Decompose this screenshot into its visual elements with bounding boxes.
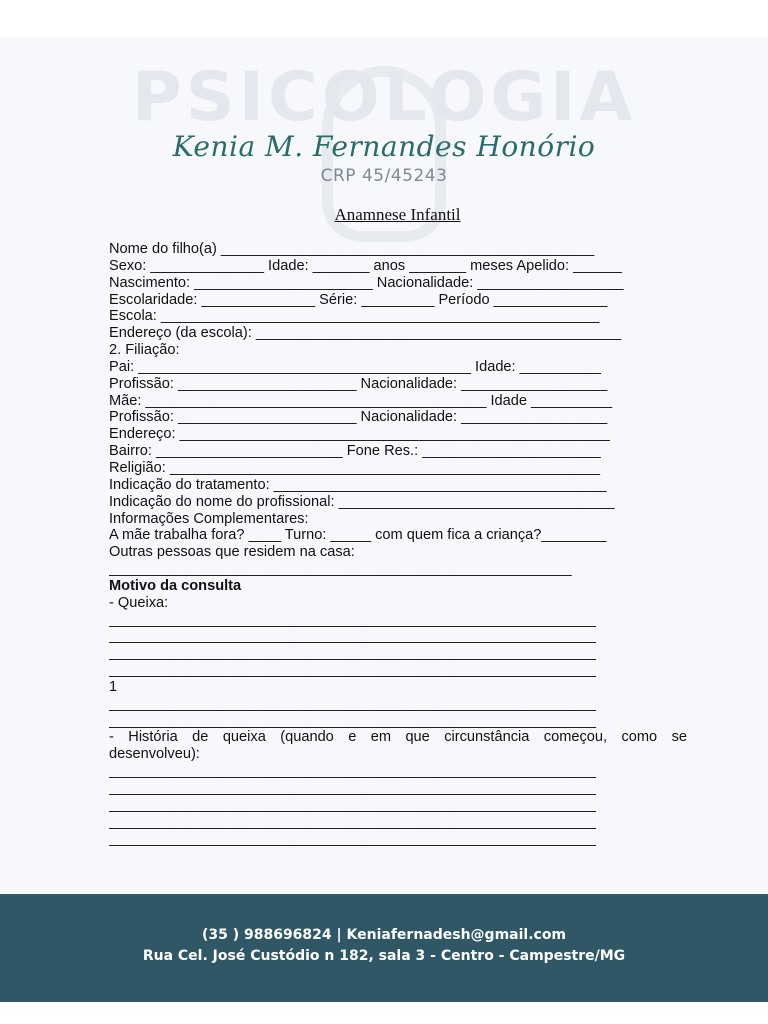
historia-blank-line: ____________________________________________________________: [109, 780, 596, 796]
queixa-label: - Queixa:: [109, 594, 169, 611]
form-line: Indicação do nome do profissional: __________________________________: [109, 493, 615, 510]
form-line: Sexo: ______________ Idade: _______ anos _______ meses Apelido: ______: [109, 257, 622, 274]
form-line: Nascimento: ______________________ Nacionalidade: __________________: [109, 274, 624, 291]
page-number: 1: [109, 678, 118, 695]
watermark-text: PSICOLOGIA: [131, 58, 637, 137]
form-line: Profissão: ______________________ Nacionalidade: __________________: [109, 375, 608, 392]
queixa-blank-line: ____________________________________________________________: [109, 628, 596, 645]
form-line: Escola: ______________________________________________________: [109, 308, 600, 325]
historia-blank-line: ____________________________________________________________: [109, 763, 596, 780]
queixa-blank-line: ____________________________________________________________: [109, 695, 596, 712]
form-line: Endereço: _____________________________________________________: [109, 426, 610, 443]
historia-label: - História de queixa (quando e em que circunstância começou, como se: [109, 729, 687, 746]
historia-blank-line: ____________________________________________________________: [109, 813, 596, 830]
psychologist-name: Kenia M. Fernandes Honório: [172, 130, 596, 163]
form-line: Mãe: __________________________________________ Idade __________: [109, 392, 613, 409]
crp-registration: CRP 45/45243: [320, 166, 448, 186]
motivo-heading: Motivo da consulta: [109, 577, 242, 594]
queixa-blank-line: ____________________________________________________________: [109, 662, 596, 679]
historia-blank-line: ____________________________________________________________: [109, 830, 596, 847]
form-line: 2. Filiação:: [109, 342, 180, 359]
form-line: Profissão: ______________________ Nacionalidade: __________________: [109, 409, 608, 426]
queixa-blank-line: ____________________________________________________________: [109, 645, 596, 662]
contact-footer: [0, 894, 768, 1002]
queixa-blank-line: ____________________________________________________________: [109, 712, 596, 729]
form-line: Endereço (da escola): _____________________________________________: [109, 325, 622, 342]
form-line: Bairro: _______________________ Fone Res.: ______________________: [109, 443, 601, 460]
form-line: Nome do filho(a) ______________________________________________: [109, 241, 595, 257]
form-line: Informações Complementares:: [109, 510, 309, 527]
form-line: A mãe trabalha fora? ____ Turno: _____ com quem fica a criança?________: [109, 527, 607, 544]
form-line: Pai: _________________________________________ Idade: __________: [109, 358, 601, 375]
form-line: _________________________________________________________: [109, 561, 572, 578]
form-line: Escolaridade: ______________ Série: _________ Período ______________: [109, 291, 608, 308]
form-line: Outras pessoas que residem na casa:: [109, 544, 355, 561]
historia-blank-line: ____________________________________________________________: [109, 796, 596, 813]
form-line: Indicação do tratamento: _________________________________________: [109, 476, 607, 493]
historia-label-cont: desenvolveu):: [109, 746, 200, 763]
anamnesis-form: [109, 241, 687, 847]
footer-address: Rua Cel. José Custódio n 182, sala 3 - Centro - Campestre/MG: [142, 948, 626, 964]
form-line: Religião: _____________________________________________________: [109, 459, 601, 476]
queixa-blank-line: ____________________________________________________________: [109, 611, 596, 628]
document-title: Anamnese Infantil: [334, 205, 461, 224]
footer-contact: (35 ) 988696824 | Keniafernadesh@gmail.com: [201, 927, 567, 943]
